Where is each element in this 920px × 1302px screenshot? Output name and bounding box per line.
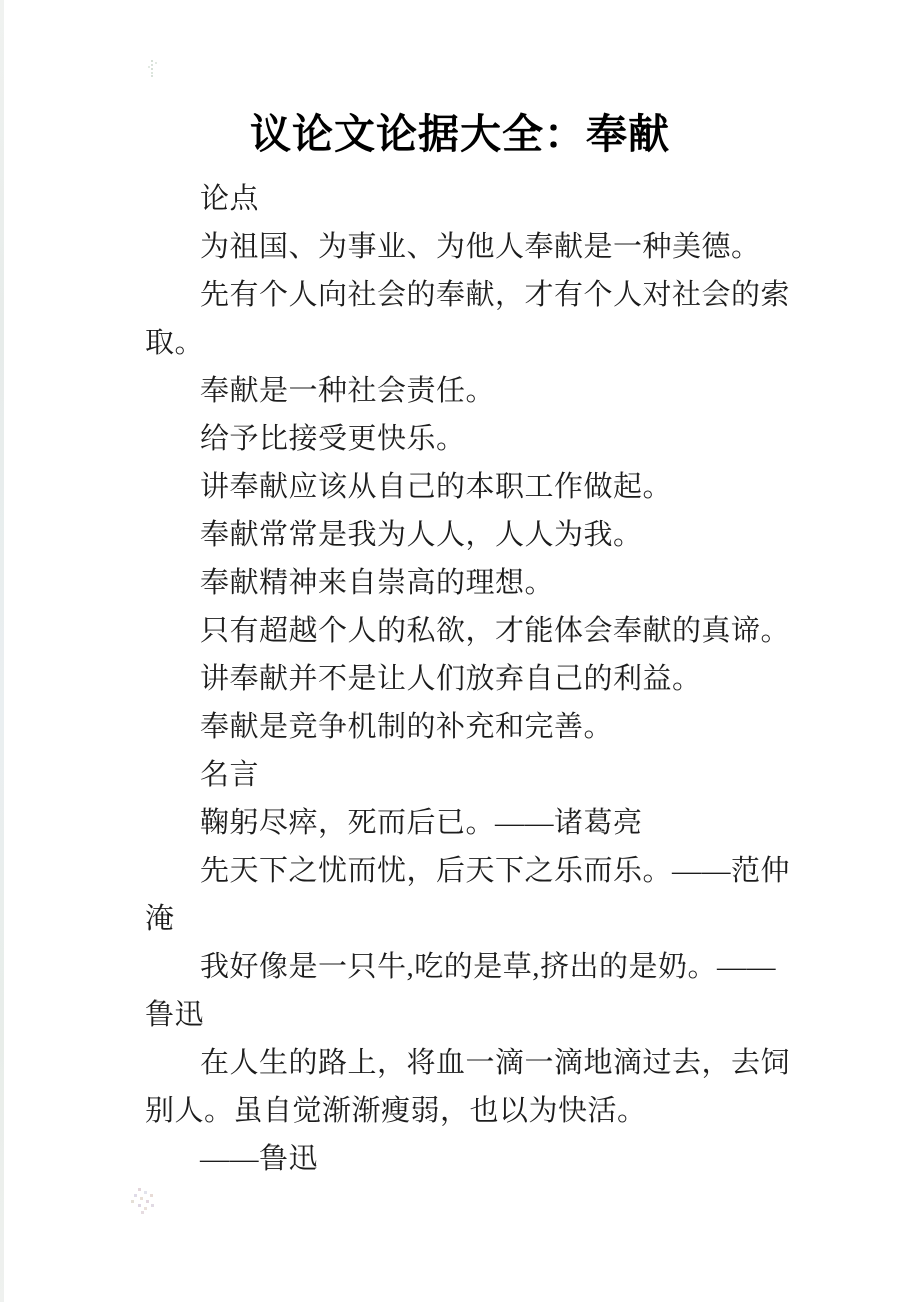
text-line: 论点 — [200, 183, 260, 215]
text-line: 取。 — [145, 327, 205, 359]
text-line: 奉献是竞争机制的补充和完善。 — [200, 711, 614, 743]
text-line: 奉献精神来自崇高的理想。 — [200, 567, 555, 599]
scan-artifact-bottom — [128, 1186, 158, 1216]
document-body — [145, 175, 810, 1183]
text-line: 奉献常常是我为人人，人人为我。 — [200, 519, 643, 551]
text-line: 先天下之忧而忧，后天下之乐而乐。——范仲 — [200, 855, 791, 887]
text-line: 讲奉献应该从自己的本职工作做起。 — [200, 471, 673, 503]
text-line: 讲奉献并不是让人们放弃自己的利益。 — [200, 663, 702, 695]
text-line: 为祖国、为事业、为他人奉献是一种美德。 — [200, 231, 761, 263]
text-line: 在人生的路上，将血一滴一滴地滴过去，去饲 — [200, 1047, 791, 1079]
text-line: 别人。虽自觉渐渐瘦弱，也以为快活。 — [145, 1095, 647, 1127]
text-line: 淹 — [145, 903, 175, 935]
document-title: 议论文论据大全：奉献 — [250, 111, 670, 157]
text-line: 给予比接受更快乐。 — [200, 423, 466, 455]
text-line: 我好像是一只牛,吃的是草,挤出的是奶。—— — [200, 951, 777, 983]
text-line: 奉献是一种社会责任。 — [200, 375, 496, 407]
text-line: 只有超越个人的私欲，才能体会奉献的真谛。 — [200, 615, 791, 647]
text-line: 先有个人向社会的奉献，才有个人对社会的索 — [200, 279, 791, 311]
text-line: 鞠躬尽瘁，死而后已。——诸葛亮 — [200, 807, 643, 839]
text-line: 名言 — [200, 759, 260, 791]
text-line: ——鲁迅 — [200, 1143, 319, 1175]
scan-artifact-top — [147, 60, 156, 77]
scan-edge-artifact — [0, 0, 4, 1302]
text-line: 鲁迅 — [145, 999, 205, 1031]
